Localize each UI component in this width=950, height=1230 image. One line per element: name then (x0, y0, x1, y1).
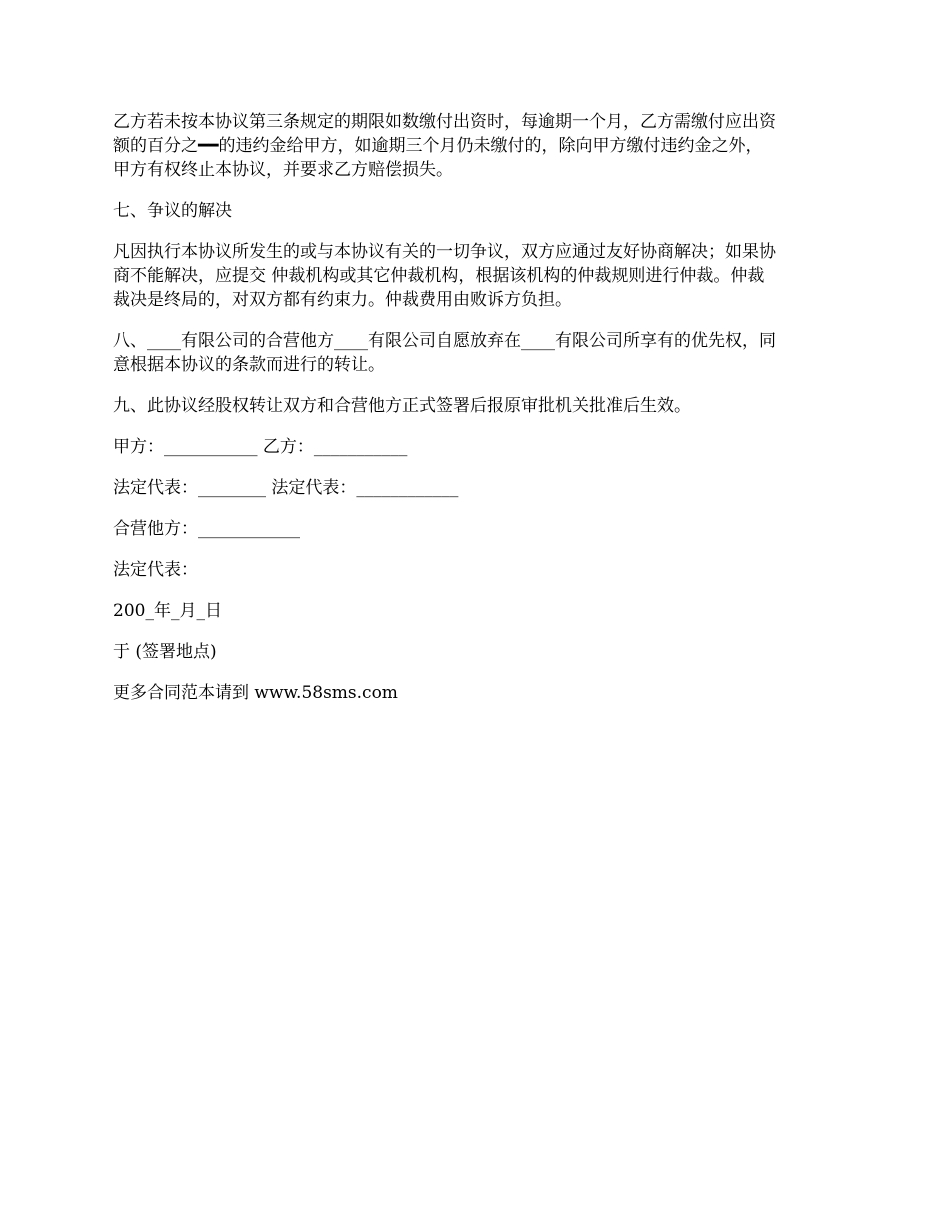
text-line: 更多合同范本请到 www.58sms.com (113, 683, 398, 703)
text-line: 凡因执行本协议所发生的或与本协议有关的一切争议，双方应通过友好协商解决；如果协 (113, 242, 776, 262)
footer-more-templates (113, 681, 840, 705)
text-line: 乙方若未按本协议第三条规定的期限如数缴付出资时，每逾期一个月，乙方需缴付应出资 (113, 112, 776, 132)
text-line: 意根据本协议的条款而进行的转让。 (113, 355, 385, 375)
signature-parties (113, 435, 840, 459)
signature-joint-venture-party (113, 517, 840, 541)
paragraph-dispute-resolution (113, 240, 840, 312)
text-line: 商不能解决，应提交 仲裁机构或其它仲裁机构，根据该机构的仲裁规则进行仲裁。仲裁 (113, 266, 765, 286)
text-line: 甲方：___________ 乙方：___________ (113, 437, 408, 457)
text-line: 七、争议的解决 (113, 201, 232, 221)
section-heading-dispute (113, 199, 840, 223)
text-line: 裁决是终局的，对双方都有约束力。仲裁费用由败诉方负担。 (113, 290, 572, 310)
paragraph-breach-penalty (113, 110, 840, 182)
signature-legal-representatives (113, 476, 840, 500)
text-line: 200_年_月_日 (113, 601, 222, 621)
signature-date (113, 599, 840, 623)
text-line: 法定代表：________ 法定代表：____________ (113, 478, 459, 498)
paragraph-preemptive-right (113, 329, 840, 377)
text-line: 合营他方：____________ (113, 519, 300, 539)
text-line: 八、____有限公司的合营他方____有限公司自愿放弃在____有限公司所享有的优先权，同 (113, 331, 776, 351)
signature-legal-representative (113, 558, 840, 582)
paragraph-effectiveness (113, 394, 840, 418)
document-body (113, 110, 840, 722)
text-line: 法定代表： (113, 560, 198, 580)
text-line: 甲方有权终止本协议，并要求乙方赔偿损失。 (113, 160, 453, 180)
text-line: 于 (签署地点) (113, 642, 217, 662)
text-line: 额的百分之━━的违约金给甲方，如逾期三个月仍未缴付的，除向甲方缴付违约金之外， (113, 136, 763, 156)
text-line: 九、此协议经股权转让双方和合营他方正式签署后报原审批机关批准后生效。 (113, 396, 691, 416)
signature-location (113, 640, 840, 664)
